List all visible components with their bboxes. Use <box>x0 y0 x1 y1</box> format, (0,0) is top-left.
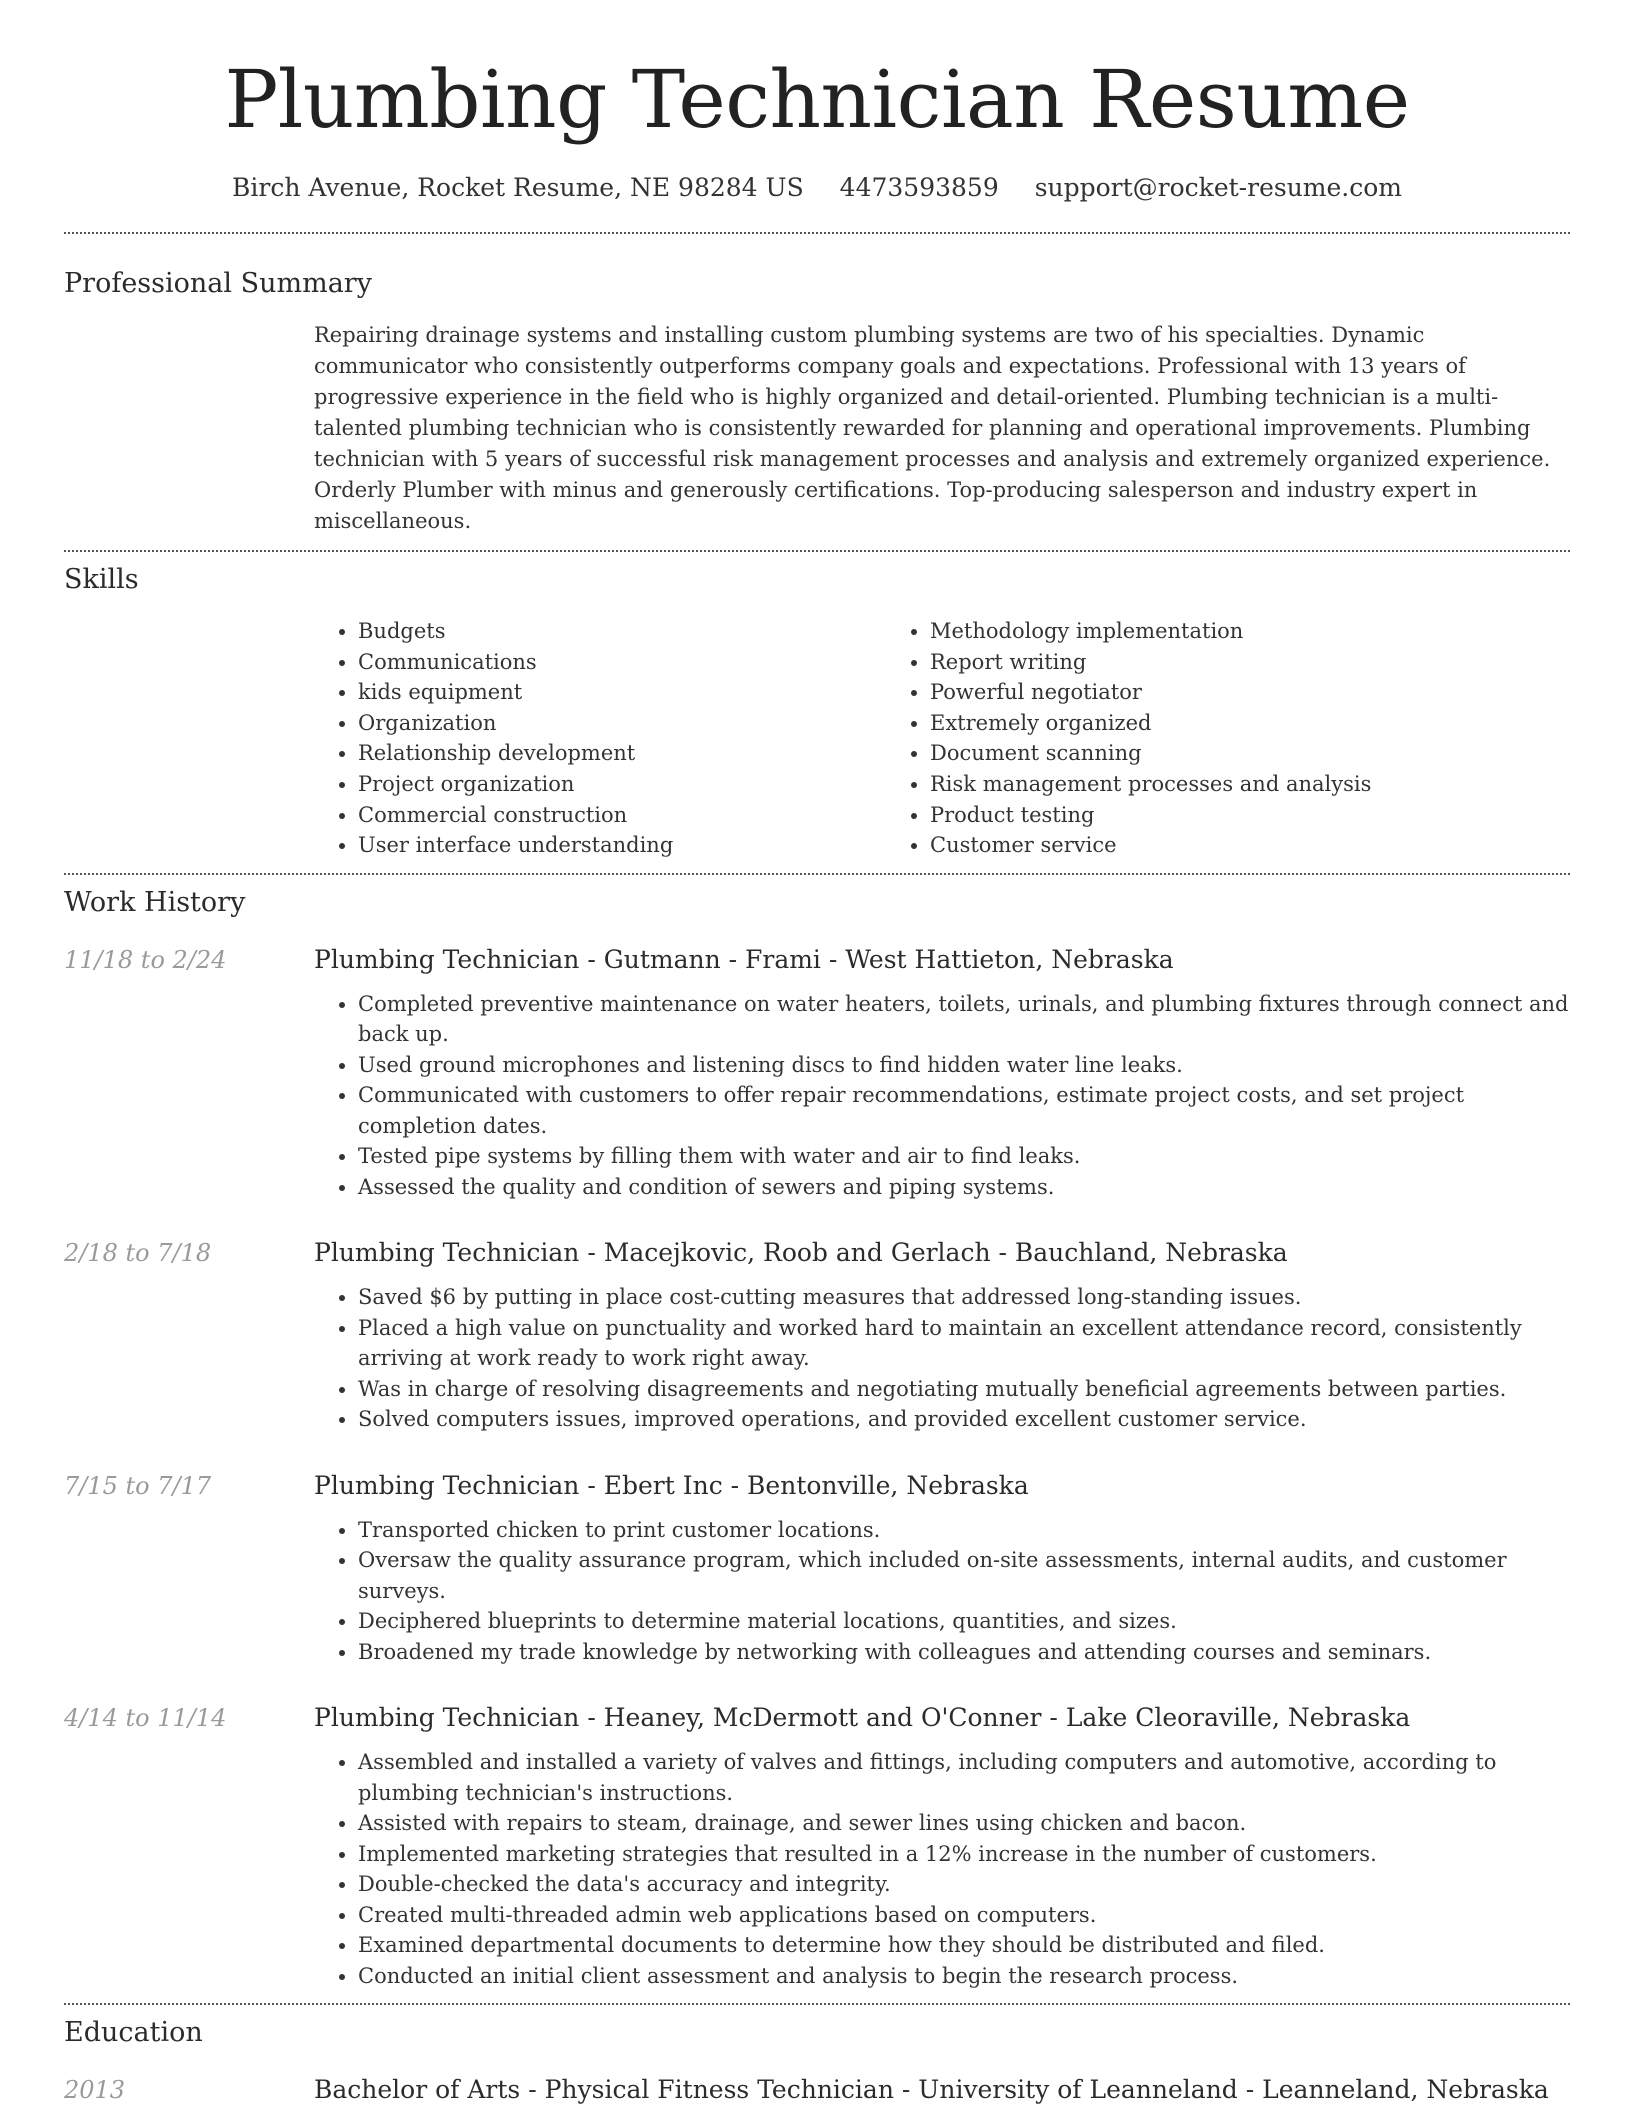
job-bullets <box>314 1282 1570 1435</box>
job-details <box>314 1747 1570 1991</box>
job-bullet: • Was in charge of resolving disagreements and negotiating mutually beneficial agreements between parties. <box>358 1374 1570 1405</box>
section-title-education: Education <box>64 2017 203 2049</box>
skill-item: • Product testing <box>930 800 1486 831</box>
job-bullet: • Used ground microphones and listening discs to find hidden water line leaks. <box>358 1050 1570 1081</box>
skill-item: • Commercial construction <box>358 800 886 831</box>
job-bullet: • Communicated with customers to offer repair recommendations, estimate project costs, and set project completion dates. <box>358 1080 1570 1141</box>
job-bullet: • Deciphered blueprints to determine material locations, quantities, and sizes. <box>358 1606 1570 1637</box>
skill-item: • Budgets <box>358 616 886 647</box>
skill-item: • Communications <box>358 647 886 678</box>
section-title-work-history: Work History <box>64 886 246 918</box>
skill-item: • kids equipment <box>358 677 886 708</box>
education-entry <box>64 2073 1570 2107</box>
job-bullet: • Assisted with repairs to steam, drainage, and sewer lines using chicken and bacon. <box>358 1808 1570 1839</box>
section-title-skills: Skills <box>64 564 139 595</box>
job-title: Plumbing Technician - Ebert Inc - Bentonville, Nebraska <box>314 1470 1029 1500</box>
contact-line <box>64 170 1570 206</box>
contact-address: Birch Avenue, Rocket Resume, NE 98284 US <box>232 173 804 202</box>
skill-item: • Project organization <box>358 769 886 800</box>
job-details <box>314 989 1570 1203</box>
job-date: 7/15 to 7/17 <box>64 1471 212 1500</box>
skill-item: • Customer service <box>930 830 1486 861</box>
contact-email: support@rocket-resume.com <box>1034 173 1402 202</box>
skill-item: • Risk management processes and analysis <box>930 769 1486 800</box>
job-bullet: • Completed preventive maintenance on water heaters, toilets, urinals, and plumbing fixtures through connect and back up. <box>358 989 1570 1050</box>
job-bullet: • Tested pipe systems by filling them with water and air to find leaks. <box>358 1141 1570 1172</box>
resume-header <box>64 0 1570 206</box>
skills-section <box>64 552 1570 861</box>
job-entry <box>64 1236 1570 1435</box>
education-title: Bachelor of Arts - Physical Fitness Technician - University of Leanneland - Leanneland, Nebraska <box>314 2075 1549 2105</box>
job-entry <box>64 1701 1570 1991</box>
job-date: 4/14 to 11/14 <box>64 1704 227 1733</box>
job-bullet: • Assembled and installed a variety of valves and fittings, including computers and automotive, according to plumbing technician's instructions. <box>358 1747 1570 1808</box>
job-bullet: • Saved $6 by putting in place cost-cutting measures that addressed long-standing issues. <box>358 1282 1570 1313</box>
skills-list-left <box>314 616 886 861</box>
job-bullets <box>314 1515 1570 1668</box>
skill-item: • Extremely organized <box>930 708 1486 739</box>
skill-item: • Report writing <box>930 647 1486 678</box>
job-bullets <box>314 1747 1570 1991</box>
job-entry <box>64 943 1570 1203</box>
resume-title: Plumbing Technician Resume <box>224 53 1410 146</box>
skill-item: • Organization <box>358 708 886 739</box>
job-bullet: • Double-checked the data's accuracy and integrity. <box>358 1869 1570 1900</box>
skills-list-right <box>886 616 1486 861</box>
contact-phone: 4473593859 <box>839 173 999 202</box>
summary-section <box>64 234 1570 537</box>
job-bullet: • Oversaw the quality assurance program, which included on-site assessments, internal audits, and customer surveys. <box>358 1545 1570 1606</box>
skill-item: • Powerful negotiator <box>930 677 1486 708</box>
job-bullet: • Assessed the quality and condition of sewers and piping systems. <box>358 1172 1570 1203</box>
job-title: Plumbing Technician - Macejkovic, Roob and Gerlach - Bauchland, Nebraska <box>314 1238 1288 1268</box>
job-details <box>314 1282 1570 1435</box>
summary-content <box>314 320 1570 537</box>
education-section <box>64 2005 1570 2107</box>
job-date: 11/18 to 2/24 <box>64 945 227 974</box>
job-bullet: • Created multi-threaded admin web applications based on computers. <box>358 1900 1570 1931</box>
job-details <box>314 1515 1570 1668</box>
job-date: 2/18 to 7/18 <box>64 1239 212 1268</box>
job-bullet: • Solved computers issues, improved operations, and provided excellent customer service. <box>358 1404 1570 1435</box>
summary-text: Repairing drainage systems and installing custom plumbing systems are two of his specialties. Dynamic communicator who consistently outperforms company goals and expectations. Professional with 13 years of progressive experience in the field who is highly organized and detail-oriented. Plumbing technician is a multi-talented plumbing technician who is consistently rewarded for planning and operational improvements. Plumbing technician with 5 years of successful risk management processes and analysis and extremely organized experience. Orderly Plumber with minus and generously certifications. Top-producing salesperson and industry expert in miscellaneous. <box>314 323 1551 533</box>
skills-grid <box>314 616 1570 861</box>
job-title: Plumbing Technician - Gutmann - Frami - West Hattieton, Nebraska <box>314 944 1174 974</box>
skill-item: • User interface understanding <box>358 830 886 861</box>
job-bullet: • Broadened my trade knowledge by networking with colleagues and attending courses and seminars. <box>358 1637 1570 1668</box>
job-bullet: • Transported chicken to print customer locations. <box>358 1515 1570 1546</box>
education-date: 2013 <box>64 2076 126 2105</box>
skill-item: • Document scanning <box>930 738 1486 769</box>
section-title-summary: Professional Summary <box>64 268 372 299</box>
job-bullet: • Examined departmental documents to determine how they should be distributed and filed. <box>358 1930 1570 1961</box>
job-bullet: • Implemented marketing strategies that resulted in a 12% increase in the number of customers. <box>358 1839 1570 1870</box>
skill-item: • Methodology implementation <box>930 616 1486 647</box>
job-entry <box>64 1469 1570 1668</box>
job-bullet: • Conducted an initial client assessment and analysis to begin the research process. <box>358 1961 1570 1992</box>
job-bullet: • Placed a high value on punctuality and worked hard to maintain an excellent attendance record, consistently arriving at work ready to work right away. <box>358 1313 1570 1374</box>
job-bullets <box>314 989 1570 1203</box>
job-title: Plumbing Technician - Heaney, McDermott and O'Conner - Lake Cleoraville, Nebraska <box>314 1703 1411 1733</box>
skill-item: • Relationship development <box>358 738 886 769</box>
work-history-section <box>64 875 1570 1992</box>
